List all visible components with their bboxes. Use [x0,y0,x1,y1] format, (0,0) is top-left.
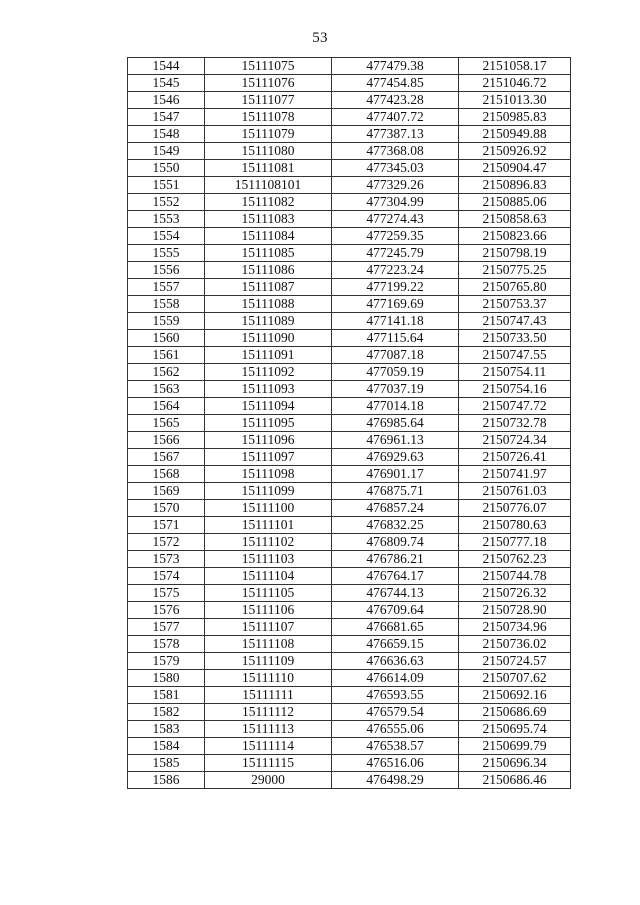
point-number-cell: 1553 [128,211,205,228]
point-number-cell: 1558 [128,296,205,313]
x-coordinate-cell: 477141.18 [332,313,459,330]
table-row [128,534,571,551]
table-row [128,364,571,381]
point-number-cell: 1544 [128,58,205,75]
table-row [128,126,571,143]
y-coordinate-cell: 2150732.78 [459,415,571,432]
table-row [128,636,571,653]
point-number-cell: 1578 [128,636,205,653]
y-coordinate-cell: 2150724.57 [459,653,571,670]
point-id-cell: 15111113 [205,721,332,738]
y-coordinate-cell: 2150754.16 [459,381,571,398]
point-id-cell: 15111100 [205,500,332,517]
y-coordinate-cell: 2150744.78 [459,568,571,585]
point-number-cell: 1549 [128,143,205,160]
point-number-cell: 1546 [128,92,205,109]
x-coordinate-cell: 476555.06 [332,721,459,738]
point-id-cell: 15111096 [205,432,332,449]
y-coordinate-cell: 2150780.63 [459,517,571,534]
table-row [128,568,571,585]
y-coordinate-cell: 2150761.03 [459,483,571,500]
x-coordinate-cell: 476764.17 [332,568,459,585]
point-number-cell: 1579 [128,653,205,670]
point-number-cell: 1551 [128,177,205,194]
point-number-cell: 1565 [128,415,205,432]
point-id-cell: 15111093 [205,381,332,398]
x-coordinate-cell: 476786.21 [332,551,459,568]
y-coordinate-cell: 2151013.30 [459,92,571,109]
x-coordinate-cell: 477387.13 [332,126,459,143]
point-number-cell: 1571 [128,517,205,534]
y-coordinate-cell: 2150747.43 [459,313,571,330]
table-row [128,296,571,313]
y-coordinate-cell: 2150775.25 [459,262,571,279]
table-row [128,653,571,670]
x-coordinate-cell: 476516.06 [332,755,459,772]
y-coordinate-cell: 2150858.63 [459,211,571,228]
point-id-cell: 15111095 [205,415,332,432]
point-number-cell: 1554 [128,228,205,245]
y-coordinate-cell: 2150726.41 [459,449,571,466]
x-coordinate-cell: 477423.28 [332,92,459,109]
point-id-cell: 15111083 [205,211,332,228]
table-row [128,551,571,568]
y-coordinate-cell: 2150904.47 [459,160,571,177]
point-number-cell: 1581 [128,687,205,704]
y-coordinate-cell: 2150692.16 [459,687,571,704]
point-id-cell: 15111086 [205,262,332,279]
x-coordinate-cell: 477345.03 [332,160,459,177]
point-number-cell: 1556 [128,262,205,279]
table-row [128,194,571,211]
point-id-cell: 15111115 [205,755,332,772]
table-row [128,262,571,279]
x-coordinate-cell: 476538.57 [332,738,459,755]
y-coordinate-cell: 2150885.06 [459,194,571,211]
x-coordinate-cell: 476744.13 [332,585,459,602]
point-number-cell: 1545 [128,75,205,92]
y-coordinate-cell: 2150753.37 [459,296,571,313]
point-id-cell: 15111078 [205,109,332,126]
x-coordinate-cell: 477037.19 [332,381,459,398]
y-coordinate-cell: 2150754.11 [459,364,571,381]
point-number-cell: 1577 [128,619,205,636]
y-coordinate-cell: 2150724.34 [459,432,571,449]
point-id-cell: 1511108101 [205,177,332,194]
point-id-cell: 15111111 [205,687,332,704]
table-row [128,143,571,160]
point-id-cell: 15111112 [205,704,332,721]
y-coordinate-cell: 2150949.88 [459,126,571,143]
point-id-cell: 15111101 [205,517,332,534]
point-number-cell: 1570 [128,500,205,517]
point-id-cell: 15111102 [205,534,332,551]
y-coordinate-cell: 2150707.62 [459,670,571,687]
point-id-cell: 15111092 [205,364,332,381]
table-row [128,772,571,789]
point-number-cell: 1560 [128,330,205,347]
coordinates-table [127,57,571,789]
point-id-cell: 15111107 [205,619,332,636]
table-row [128,177,571,194]
table-row [128,500,571,517]
x-coordinate-cell: 476498.29 [332,772,459,789]
point-number-cell: 1566 [128,432,205,449]
x-coordinate-cell: 476809.74 [332,534,459,551]
coordinates-table-body [128,58,571,789]
x-coordinate-cell: 477115.64 [332,330,459,347]
point-id-cell: 15111091 [205,347,332,364]
y-coordinate-cell: 2150728.90 [459,602,571,619]
point-id-cell: 15111088 [205,296,332,313]
point-number-cell: 1582 [128,704,205,721]
x-coordinate-cell: 477479.38 [332,58,459,75]
x-coordinate-cell: 477199.22 [332,279,459,296]
table-row [128,398,571,415]
table-row [128,483,571,500]
y-coordinate-cell: 2150765.80 [459,279,571,296]
point-id-cell: 15111076 [205,75,332,92]
y-coordinate-cell: 2150696.34 [459,755,571,772]
table-row [128,449,571,466]
table-row [128,704,571,721]
table-row [128,517,571,534]
point-number-cell: 1563 [128,381,205,398]
table-row [128,670,571,687]
point-number-cell: 1555 [128,245,205,262]
table-row [128,160,571,177]
point-id-cell: 15111075 [205,58,332,75]
x-coordinate-cell: 477274.43 [332,211,459,228]
table-row [128,347,571,364]
point-id-cell: 15111098 [205,466,332,483]
x-coordinate-cell: 476901.17 [332,466,459,483]
y-coordinate-cell: 2151058.17 [459,58,571,75]
table-row [128,109,571,126]
table-row [128,211,571,228]
point-number-cell: 1574 [128,568,205,585]
y-coordinate-cell: 2150747.72 [459,398,571,415]
y-coordinate-cell: 2150741.97 [459,466,571,483]
point-number-cell: 1586 [128,772,205,789]
point-number-cell: 1564 [128,398,205,415]
point-id-cell: 15111109 [205,653,332,670]
x-coordinate-cell: 476593.55 [332,687,459,704]
y-coordinate-cell: 2150734.96 [459,619,571,636]
x-coordinate-cell: 476636.63 [332,653,459,670]
point-number-cell: 1568 [128,466,205,483]
point-id-cell: 15111114 [205,738,332,755]
y-coordinate-cell: 2150695.74 [459,721,571,738]
point-id-cell: 15111081 [205,160,332,177]
point-id-cell: 15111079 [205,126,332,143]
point-id-cell: 15111110 [205,670,332,687]
table-row [128,381,571,398]
x-coordinate-cell: 476832.25 [332,517,459,534]
y-coordinate-cell: 2150926.92 [459,143,571,160]
y-coordinate-cell: 2150777.18 [459,534,571,551]
table-row [128,687,571,704]
x-coordinate-cell: 476857.24 [332,500,459,517]
point-id-cell: 15111082 [205,194,332,211]
table-row [128,92,571,109]
x-coordinate-cell: 477304.99 [332,194,459,211]
table-row [128,432,571,449]
y-coordinate-cell: 2150776.07 [459,500,571,517]
y-coordinate-cell: 2150762.23 [459,551,571,568]
point-number-cell: 1550 [128,160,205,177]
point-number-cell: 1567 [128,449,205,466]
table-row [128,279,571,296]
x-coordinate-cell: 477454.85 [332,75,459,92]
point-number-cell: 1557 [128,279,205,296]
point-number-cell: 1547 [128,109,205,126]
y-coordinate-cell: 2150798.19 [459,245,571,262]
x-coordinate-cell: 477059.19 [332,364,459,381]
table-row [128,330,571,347]
x-coordinate-cell: 476579.54 [332,704,459,721]
point-number-cell: 1572 [128,534,205,551]
x-coordinate-cell: 477407.72 [332,109,459,126]
y-coordinate-cell: 2150686.69 [459,704,571,721]
point-number-cell: 1585 [128,755,205,772]
point-id-cell: 15111089 [205,313,332,330]
point-number-cell: 1548 [128,126,205,143]
point-number-cell: 1561 [128,347,205,364]
x-coordinate-cell: 476681.65 [332,619,459,636]
table-row [128,245,571,262]
point-id-cell: 15111105 [205,585,332,602]
x-coordinate-cell: 477259.35 [332,228,459,245]
y-coordinate-cell: 2150686.46 [459,772,571,789]
y-coordinate-cell: 2150733.50 [459,330,571,347]
x-coordinate-cell: 477368.08 [332,143,459,160]
point-id-cell: 15111090 [205,330,332,347]
x-coordinate-cell: 476961.13 [332,432,459,449]
table-row [128,466,571,483]
y-coordinate-cell: 2150736.02 [459,636,571,653]
point-id-cell: 15111084 [205,228,332,245]
table-row [128,738,571,755]
y-coordinate-cell: 2150699.79 [459,738,571,755]
y-coordinate-cell: 2151046.72 [459,75,571,92]
x-coordinate-cell: 477169.69 [332,296,459,313]
table-row [128,313,571,330]
point-id-cell: 15111104 [205,568,332,585]
point-number-cell: 1573 [128,551,205,568]
x-coordinate-cell: 476929.63 [332,449,459,466]
point-id-cell: 15111106 [205,602,332,619]
y-coordinate-cell: 2150823.66 [459,228,571,245]
point-number-cell: 1583 [128,721,205,738]
x-coordinate-cell: 476985.64 [332,415,459,432]
point-number-cell: 1569 [128,483,205,500]
table-row [128,228,571,245]
point-number-cell: 1576 [128,602,205,619]
point-id-cell: 15111080 [205,143,332,160]
point-id-cell: 15111085 [205,245,332,262]
table-row [128,415,571,432]
table-row [128,721,571,738]
table-row [128,58,571,75]
table-row [128,75,571,92]
point-number-cell: 1580 [128,670,205,687]
point-id-cell: 15111077 [205,92,332,109]
x-coordinate-cell: 477087.18 [332,347,459,364]
x-coordinate-cell: 477014.18 [332,398,459,415]
point-id-cell: 15111097 [205,449,332,466]
table-row [128,602,571,619]
x-coordinate-cell: 477223.24 [332,262,459,279]
point-number-cell: 1559 [128,313,205,330]
y-coordinate-cell: 2150726.32 [459,585,571,602]
point-number-cell: 1552 [128,194,205,211]
point-id-cell: 15111087 [205,279,332,296]
point-number-cell: 1575 [128,585,205,602]
point-id-cell: 15111094 [205,398,332,415]
x-coordinate-cell: 476614.09 [332,670,459,687]
y-coordinate-cell: 2150985.83 [459,109,571,126]
point-id-cell: 15111103 [205,551,332,568]
point-id-cell: 29000 [205,772,332,789]
x-coordinate-cell: 476875.71 [332,483,459,500]
point-number-cell: 1584 [128,738,205,755]
y-coordinate-cell: 2150896.83 [459,177,571,194]
x-coordinate-cell: 476659.15 [332,636,459,653]
x-coordinate-cell: 476709.64 [332,602,459,619]
point-id-cell: 15111108 [205,636,332,653]
page-number: 53 [312,30,328,46]
table-row [128,619,571,636]
point-number-cell: 1562 [128,364,205,381]
point-id-cell: 15111099 [205,483,332,500]
x-coordinate-cell: 477329.26 [332,177,459,194]
y-coordinate-cell: 2150747.55 [459,347,571,364]
table-row [128,585,571,602]
x-coordinate-cell: 477245.79 [332,245,459,262]
table-row [128,755,571,772]
